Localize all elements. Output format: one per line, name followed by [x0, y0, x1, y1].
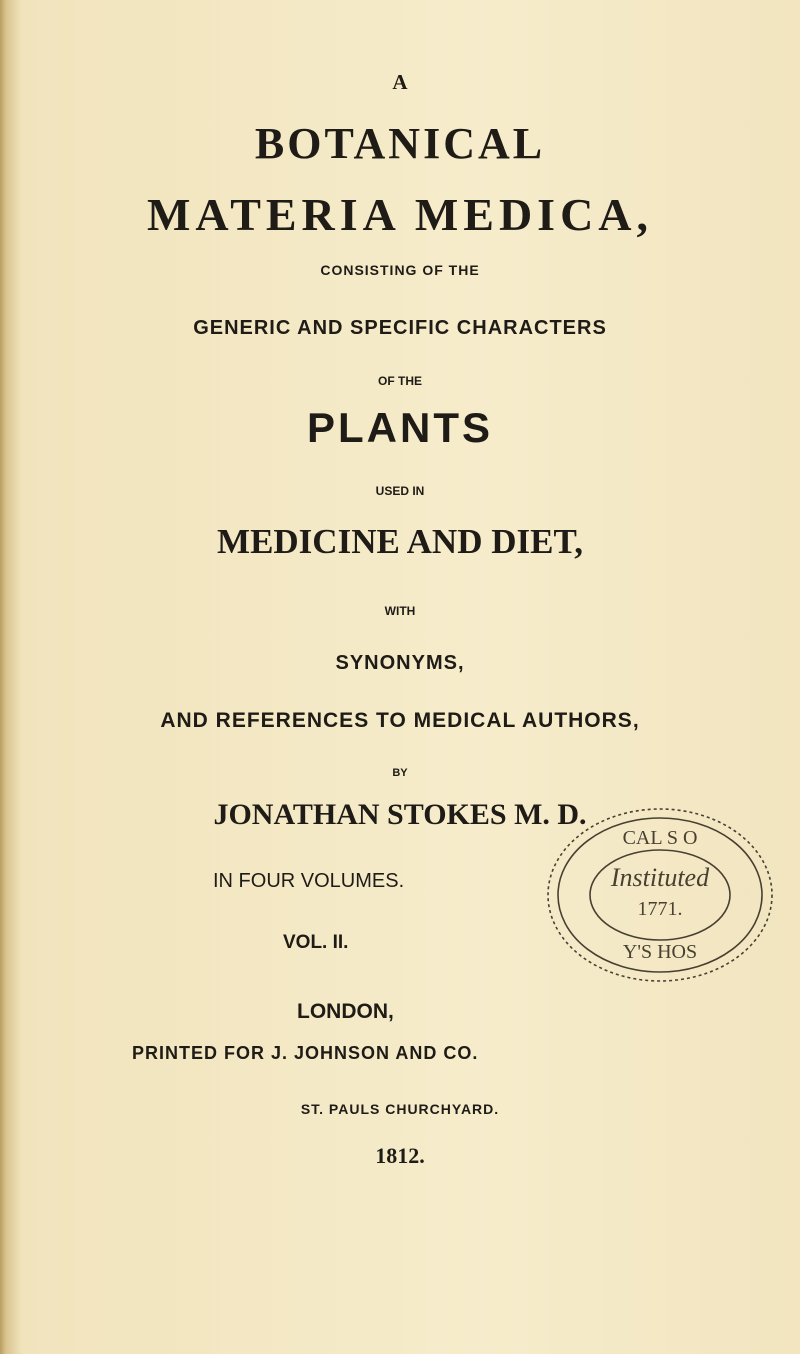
- plants-heading: PLANTS: [307, 404, 493, 451]
- address-line: ST. PAULS CHURCHYARD.: [300, 1101, 500, 1117]
- title-line-1: BOTANICAL: [254, 119, 546, 168]
- with-line: WITH: [384, 604, 416, 618]
- stamp-year-text: 1771.: [637, 898, 683, 920]
- stamp-top-text: CAL S O: [622, 827, 698, 849]
- of-the-line: OF THE: [378, 374, 422, 388]
- vol-line: [283, 932, 483, 954]
- vol-text: VOL. II.: [283, 932, 349, 953]
- used-in-line: USED IN: [375, 484, 425, 498]
- printer-text: PRINTED FOR J. JOHNSON AND CO.: [132, 1043, 479, 1063]
- year-line: 1812.: [375, 1143, 425, 1168]
- synonyms-line: SYNONYMS,: [335, 652, 465, 674]
- title-line-2: MATERIA MEDICA,: [146, 189, 654, 240]
- stamp-bottom-text: Y'S HOS: [622, 941, 698, 963]
- references-line: AND REFERENCES TO MEDICAL AUTHORS,: [160, 709, 640, 732]
- library-stamp: [540, 800, 780, 990]
- by-line: BY: [392, 767, 408, 779]
- volumes-text: IN FOUR VOLUMES.: [213, 870, 405, 892]
- volumes-line: [213, 870, 513, 893]
- consisting-line: CONSISTING OF THE: [320, 262, 480, 278]
- city-line: [297, 1000, 497, 1024]
- printer-line: [132, 1043, 652, 1064]
- stamp-middle-text: Instituted: [610, 863, 710, 892]
- generic-specific-line: GENERIC AND SPECIFIC CHARACTERS: [193, 317, 607, 339]
- medicine-diet-line: MEDICINE AND DIET,: [217, 522, 583, 561]
- author-line: JONATHAN STOKES M. D.: [213, 798, 587, 831]
- city-text: LONDON,: [297, 1000, 394, 1023]
- title-article: A: [392, 70, 408, 94]
